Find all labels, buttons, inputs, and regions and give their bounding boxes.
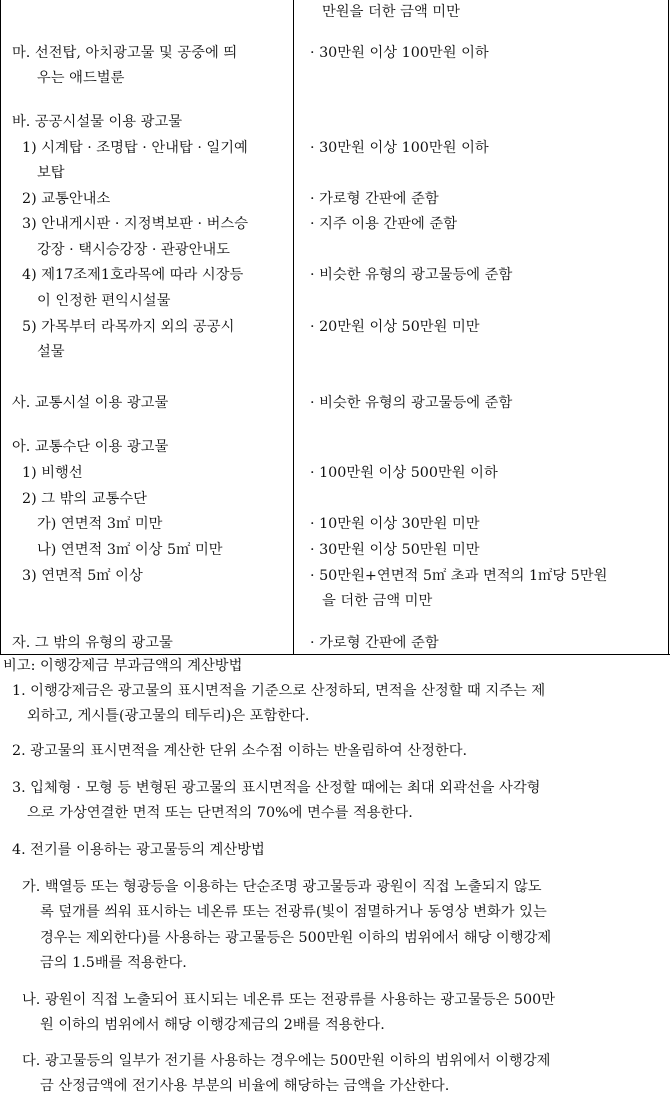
- table-cell-left: 나) 연면적 3㎡ 이상 5㎡ 미만: [37, 542, 223, 558]
- table-cell-right: · 지주 이용 간판에 준함: [310, 216, 458, 232]
- table-cell-left: 설물: [37, 344, 65, 360]
- table-cell-left: 아. 교통수단 이용 광고물: [12, 439, 169, 455]
- table-cell-left: 사. 교통시설 이용 광고물: [12, 395, 169, 411]
- table-cell-left: 강장 · 택시승강장 · 관광안내도: [37, 242, 230, 258]
- note-subitem: 금의 1.5배를 적용한다.: [40, 955, 187, 971]
- table-cell-left: 자. 그 밖의 유형의 광고물: [12, 635, 173, 651]
- table-cell-left: 5) 가목부터 라목까지 외의 공공시: [22, 319, 235, 335]
- table-cell-left: 4) 제17조제1호라목에 따라 시장등: [22, 267, 244, 283]
- table-cell-left: 1) 비행선: [22, 465, 83, 481]
- table-column-divider: [293, 0, 294, 655]
- note-subitem: 원 이하의 범위에서 해당 이행강제금의 2배를 적용한다.: [40, 1017, 385, 1033]
- table-cell-right: · 비슷한 유형의 광고물등에 준함: [310, 267, 513, 283]
- note-subitem: 가. 백열등 또는 형광등을 이용하는 단순조명 광고물등과 광원이 직접 노출되지 않도: [22, 879, 542, 895]
- note-item: 외하고, 게시틀(광고물의 테두리)은 포함한다.: [27, 708, 310, 724]
- note-subitem: 금 산정금액에 전기사용 부분의 비율에 해당하는 금액을 가산한다.: [40, 1078, 450, 1094]
- table-cell-right: · 비슷한 유형의 광고물등에 준함: [310, 395, 513, 411]
- table-cell-left: 2) 교통안내소: [22, 191, 111, 207]
- notes-heading: 비고: 이행강제금 부과금액의 계산방법: [3, 658, 243, 674]
- table-cell-right: · 30만원 이상 100만원 이하: [310, 45, 489, 61]
- table-cell-left: 2) 그 밖의 교통수단: [22, 491, 147, 507]
- table-cell-right: · 30만원 이상 50만원 미만: [310, 542, 480, 558]
- table-cell-left: 마. 선전탑, 아치광고물 및 공중에 띄: [12, 45, 238, 61]
- table-cell-left: 3) 연면적 5㎡ 이상: [22, 568, 143, 584]
- table-cell-right: · 20만원 이상 50만원 미만: [310, 319, 480, 335]
- table-border-bottom: [0, 654, 670, 655]
- table-cell-right: · 30만원 이상 100만원 이하: [310, 140, 489, 156]
- note-item: 4. 전기를 이용하는 광고물등의 계산방법: [12, 842, 265, 858]
- table-cell-left: 바. 공공시설물 이용 광고물: [12, 114, 183, 130]
- note-item: 3. 입체형 · 모형 등 변형된 광고물의 표시면적을 산정할 때에는 최대 외곽선을 사각형: [12, 780, 541, 796]
- table-border-left: [0, 0, 1, 655]
- note-item: 으로 가상연결한 면적 또는 단면적의 70%에 면수를 적용한다.: [27, 805, 413, 821]
- note-item: 1. 이행강제금은 광고물의 표시면적을 기준으로 산정하되, 면적을 산정할 때 지주는 제: [12, 683, 546, 699]
- note-item: 2. 광고물의 표시면적을 계산한 단위 소수점 이하는 반올림하여 산정한다.: [12, 743, 468, 759]
- table-cell-right: · 가로형 간판에 준함: [310, 635, 439, 651]
- table-cell-left: 가) 연면적 3㎡ 미만: [37, 516, 163, 532]
- table-cell-left: 우는 애드벌룬: [37, 70, 125, 86]
- note-subitem: 다. 광고물등의 일부가 전기를 사용하는 경우에는 500만원 이하의 범위에서 이행강제: [22, 1053, 551, 1069]
- table-cell-left: 보탑: [37, 165, 65, 181]
- table-cell-right: · 100만원 이상 500만원 이하: [310, 465, 498, 481]
- table-cell-left: 이 인정한 편익시설물: [37, 293, 171, 309]
- table-cell-left: 3) 안내게시판 · 지정벽보판 · 버스승: [22, 216, 249, 232]
- table-cell-right: 만원을 더한 금액 미만: [322, 4, 460, 20]
- table-border-right: [668, 0, 669, 655]
- note-subitem: 나. 광원이 직접 노출되어 표시되는 네온류 또는 전광류를 사용하는 광고물등은 500만: [22, 992, 556, 1008]
- note-subitem: 록 덮개를 씌워 표시하는 네온류 또는 전광류(빛이 점멸하거나 동영상 변화가 있는: [40, 904, 547, 920]
- note-subitem: 경우는 제외한다)를 사용하는 광고물등은 500만원 이하의 범위에서 해당 이행강제: [40, 930, 552, 946]
- table-cell-right: 을 더한 금액 미만: [322, 593, 433, 609]
- table-cell-right: · 가로형 간판에 준함: [310, 191, 439, 207]
- table-cell-right: · 50만원+연면적 5㎡ 초과 면적의 1㎡당 5만원: [310, 568, 608, 584]
- table-cell-right: · 10만원 이상 30만원 미만: [310, 516, 480, 532]
- table-cell-left: 1) 시계탑 · 조명탑 · 안내탑 · 일기예: [22, 140, 248, 156]
